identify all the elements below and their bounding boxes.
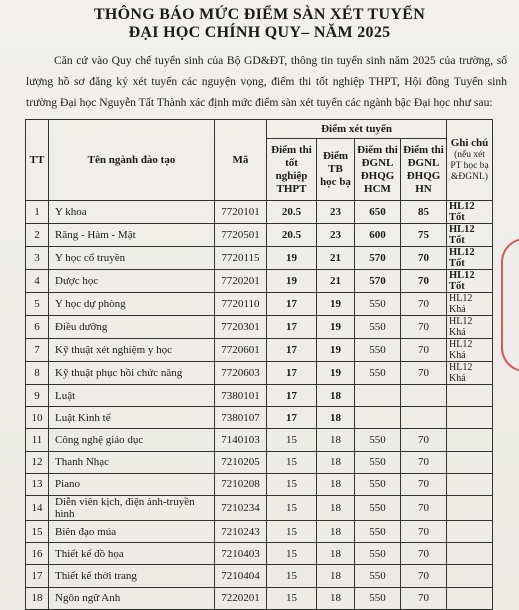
row-number: 7	[26, 339, 49, 362]
header-note-sub: (nếu xét PT học bạ &ĐGNL)	[450, 150, 489, 182]
score-dgnl-hcm: 550	[355, 520, 401, 542]
program-name: Kỹ thuật phục hồi chức năng	[49, 362, 215, 385]
red-stamp	[501, 238, 519, 372]
score-hb: 19	[317, 362, 355, 385]
table-row	[26, 362, 493, 385]
program-code: 7140103	[215, 429, 267, 451]
program-code: 7380107	[215, 407, 267, 429]
table-body	[26, 201, 493, 610]
program-code: 7720601	[215, 339, 267, 362]
header-code: Mã	[215, 120, 267, 201]
note-cell	[447, 520, 493, 542]
score-dgnl-hcm: 550	[355, 565, 401, 587]
score-thpt: 17	[267, 339, 317, 362]
note-cell	[447, 451, 493, 473]
row-number: 9	[26, 385, 49, 407]
header-note-label: Ghi chú	[450, 137, 489, 149]
score-thpt: 17	[267, 362, 317, 385]
score-thpt: 15	[267, 473, 317, 495]
program-name: Y học dự phòng	[49, 293, 215, 316]
program-name: Điều dưỡng	[49, 316, 215, 339]
row-number: 12	[26, 451, 49, 473]
header-tt: TT	[26, 120, 49, 201]
score-thpt: 15	[267, 495, 317, 520]
table-row	[26, 565, 493, 587]
score-dgnl-hn: 70	[401, 495, 447, 520]
score-dgnl-hn	[401, 385, 447, 407]
score-dgnl-hcm: 550	[355, 473, 401, 495]
program-code: 7720301	[215, 316, 267, 339]
score-dgnl-hcm: 550	[355, 339, 401, 362]
header-dgnl-hcm: Điểm thi ĐGNL ĐHQG HCM	[355, 139, 401, 201]
score-dgnl-hcm: 550	[355, 451, 401, 473]
note-cell: HL12 Tốt	[447, 247, 493, 270]
table-row	[26, 451, 493, 473]
row-number: 4	[26, 270, 49, 293]
document-title-line1: THÔNG BÁO MỨC ĐIỂM SÀN XÉT TUYỂN	[93, 6, 426, 23]
score-dgnl-hn: 70	[401, 473, 447, 495]
note-cell: HL12 Khá	[447, 362, 493, 385]
row-number: 14	[26, 495, 49, 520]
table-row	[26, 543, 493, 565]
header-score-group: Điểm xét tuyển	[267, 120, 447, 139]
score-dgnl-hcm: 550	[355, 429, 401, 451]
program-name: Y học cổ truyền	[49, 247, 215, 270]
score-dgnl-hn: 70	[401, 247, 447, 270]
header-note	[447, 120, 493, 201]
score-thpt: 15	[267, 565, 317, 587]
program-name: Piano	[49, 473, 215, 495]
program-name: Thanh Nhạc	[49, 451, 215, 473]
score-hb: 19	[317, 293, 355, 316]
program-name: Kỹ thuật xét nghiệm y học	[49, 339, 215, 362]
score-hb: 18	[317, 385, 355, 407]
score-dgnl-hn: 85	[401, 201, 447, 224]
score-thpt: 15	[267, 451, 317, 473]
note-cell	[447, 429, 493, 451]
score-dgnl-hcm: 550	[355, 543, 401, 565]
note-cell: HL12 Khá	[447, 316, 493, 339]
score-dgnl-hcm: 550	[355, 495, 401, 520]
score-dgnl-hn: 70	[401, 429, 447, 451]
score-hb: 18	[317, 451, 355, 473]
row-number: 11	[26, 429, 49, 451]
note-cell: HL12 Tốt	[447, 270, 493, 293]
table-row	[26, 270, 493, 293]
table-row	[26, 316, 493, 339]
score-thpt: 17	[267, 407, 317, 429]
program-code: 7720115	[215, 247, 267, 270]
score-dgnl-hn: 70	[401, 293, 447, 316]
score-dgnl-hcm	[355, 385, 401, 407]
intro-paragraph: Căn cứ vào Quy chế tuyển sinh của Bộ GD&ĐT, thông tin tuyển sinh năm 2025 của trường, số lượng hồ sơ đăng ký xét tuyển các nguyện vọng, điểm thi tốt nghiệp THPT, Hội đồng Tuyển sinh trường Đại học Nguyễn Tất Thành xác định mức điểm sàn xét tuyển các ngành bậc Đại học như sau:	[26, 54, 507, 109]
score-thpt: 17	[267, 385, 317, 407]
program-code: 7720603	[215, 362, 267, 385]
row-number: 3	[26, 247, 49, 270]
table-row	[26, 473, 493, 495]
program-name: Biên đạo múa	[49, 520, 215, 542]
table-row	[26, 293, 493, 316]
score-dgnl-hcm: 570	[355, 270, 401, 293]
score-thpt: 15	[267, 587, 317, 609]
row-number: 17	[26, 565, 49, 587]
table-row	[26, 224, 493, 247]
row-number: 18	[26, 587, 49, 609]
program-code: 7210205	[215, 451, 267, 473]
score-hb: 21	[317, 270, 355, 293]
table-row	[26, 247, 493, 270]
score-thpt: 15	[267, 543, 317, 565]
score-dgnl-hn: 70	[401, 270, 447, 293]
program-code: 7380101	[215, 385, 267, 407]
row-number: 8	[26, 362, 49, 385]
note-cell: HL12 Tốt	[447, 201, 493, 224]
score-thpt: 15	[267, 429, 317, 451]
table-row	[26, 520, 493, 542]
score-hb: 18	[317, 565, 355, 587]
note-cell	[447, 407, 493, 429]
header-name: Tên ngành đào tạo	[49, 120, 215, 201]
score-dgnl-hn: 70	[401, 565, 447, 587]
score-dgnl-hn: 70	[401, 587, 447, 609]
program-code: 7720110	[215, 293, 267, 316]
row-number: 13	[26, 473, 49, 495]
score-table	[25, 119, 493, 610]
header-hb: Điểm TB học bạ	[317, 139, 355, 201]
note-cell	[447, 473, 493, 495]
program-code: 7210404	[215, 565, 267, 587]
table-row	[26, 587, 493, 609]
score-hb: 18	[317, 495, 355, 520]
program-code: 7720101	[215, 201, 267, 224]
row-number: 10	[26, 407, 49, 429]
score-dgnl-hn: 70	[401, 362, 447, 385]
row-number: 16	[26, 543, 49, 565]
note-cell: HL12 Khá	[447, 339, 493, 362]
score-dgnl-hn: 70	[401, 339, 447, 362]
score-dgnl-hn: 70	[401, 520, 447, 542]
score-thpt: 19	[267, 247, 317, 270]
score-dgnl-hcm: 570	[355, 247, 401, 270]
header-thpt: Điểm thi tốt nghiệp THPT	[267, 139, 317, 201]
score-hb: 18	[317, 429, 355, 451]
program-code: 7720201	[215, 270, 267, 293]
row-number: 6	[26, 316, 49, 339]
program-name: Luật	[49, 385, 215, 407]
program-code: 7210234	[215, 495, 267, 520]
score-hb: 18	[317, 543, 355, 565]
program-code: 7720501	[215, 224, 267, 247]
score-thpt: 17	[267, 316, 317, 339]
program-name: Dược học	[49, 270, 215, 293]
table-row	[26, 407, 493, 429]
row-number: 2	[26, 224, 49, 247]
document-title-line2: ĐẠI HỌC CHÍNH QUY– NĂM 2025	[128, 24, 391, 41]
table-row	[26, 339, 493, 362]
program-name: Diễn viên kịch, điện ảnh-truyền hình	[49, 495, 215, 520]
program-code: 7220201	[215, 587, 267, 609]
note-cell: HL12 Tốt	[447, 224, 493, 247]
score-dgnl-hcm: 650	[355, 201, 401, 224]
note-cell	[447, 385, 493, 407]
note-cell	[447, 495, 493, 520]
score-dgnl-hcm: 550	[355, 362, 401, 385]
program-name: Luật Kinh tế	[49, 407, 215, 429]
score-hb: 18	[317, 587, 355, 609]
row-number: 5	[26, 293, 49, 316]
score-hb: 21	[317, 247, 355, 270]
score-dgnl-hcm: 550	[355, 316, 401, 339]
program-code: 7210403	[215, 543, 267, 565]
score-dgnl-hcm: 600	[355, 224, 401, 247]
table-row	[26, 201, 493, 224]
score-hb: 18	[317, 473, 355, 495]
score-thpt: 19	[267, 270, 317, 293]
score-hb: 23	[317, 224, 355, 247]
program-name: Thiết kế thời trang	[49, 565, 215, 587]
row-number: 15	[26, 520, 49, 542]
score-dgnl-hn: 75	[401, 224, 447, 247]
score-dgnl-hcm: 550	[355, 293, 401, 316]
program-code: 7210208	[215, 473, 267, 495]
note-cell	[447, 543, 493, 565]
program-name: Răng - Hàm - Mặt	[49, 224, 215, 247]
score-thpt: 17	[267, 293, 317, 316]
score-dgnl-hn: 70	[401, 451, 447, 473]
score-hb: 18	[317, 407, 355, 429]
program-code: 7210243	[215, 520, 267, 542]
table-row	[26, 495, 493, 520]
note-cell	[447, 587, 493, 609]
header-dgnl-hn: Điểm thi ĐGNL ĐHQG HN	[401, 139, 447, 201]
score-thpt: 20.5	[267, 224, 317, 247]
score-dgnl-hn	[401, 407, 447, 429]
score-hb: 19	[317, 339, 355, 362]
score-dgnl-hn: 70	[401, 316, 447, 339]
program-name: Thiết kế đồ họa	[49, 543, 215, 565]
table-row	[26, 429, 493, 451]
score-thpt: 20.5	[267, 201, 317, 224]
score-thpt: 15	[267, 520, 317, 542]
note-cell	[447, 565, 493, 587]
score-dgnl-hcm	[355, 407, 401, 429]
score-hb: 19	[317, 316, 355, 339]
score-dgnl-hcm: 550	[355, 587, 401, 609]
score-dgnl-hn: 70	[401, 543, 447, 565]
program-name: Y khoa	[49, 201, 215, 224]
program-name: Ngôn ngữ Anh	[49, 587, 215, 609]
table-row	[26, 385, 493, 407]
score-hb: 23	[317, 201, 355, 224]
score-hb: 18	[317, 520, 355, 542]
row-number: 1	[26, 201, 49, 224]
note-cell: HL12 Khá	[447, 293, 493, 316]
program-name: Công nghệ giáo dục	[49, 429, 215, 451]
